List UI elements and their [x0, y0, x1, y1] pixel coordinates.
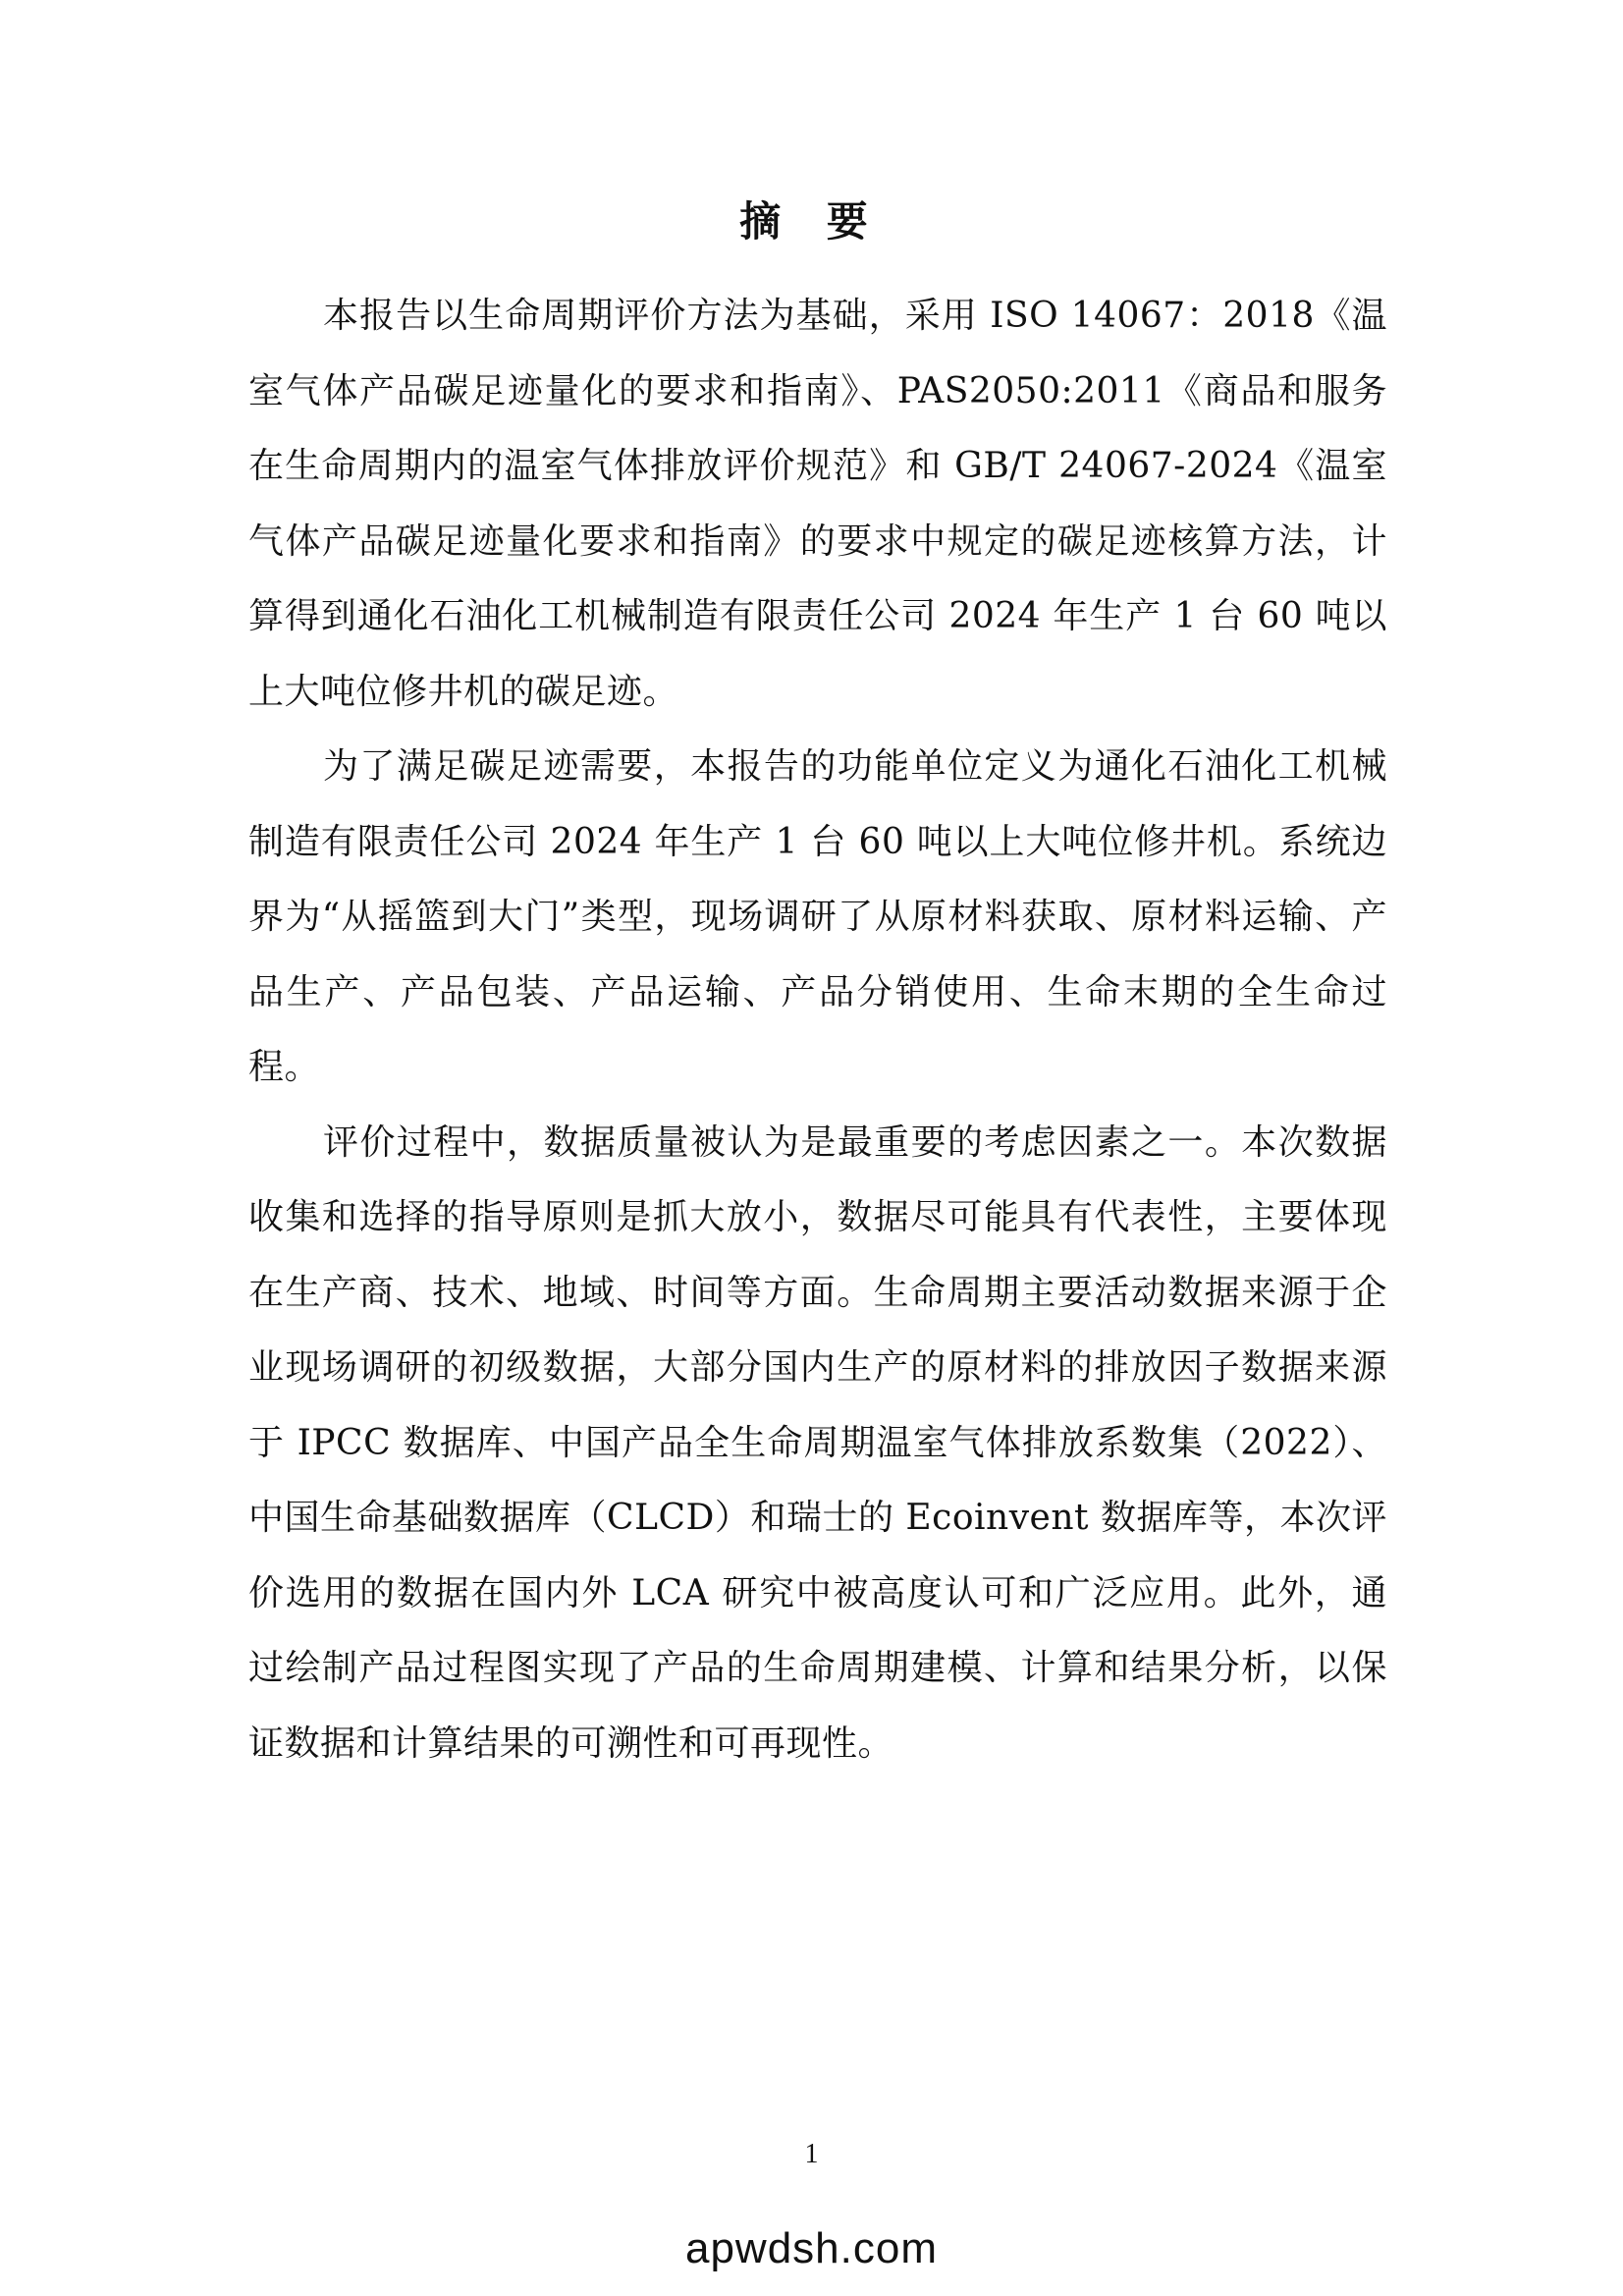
abstract-paragraph-2: 为了满足碳足迹需要，本报告的功能单位定义为通化石油化工机械制造有限责任公司 2024 年生产 1 台 60 吨以上大吨位修井机。系统边界为“从摇篮到大门”类型，现场调研了从原材料获取、原材料运输、产品生产、产品包装、产品运输、产品分销使用、生命末期的全生命过程。 [248, 746, 1387, 1087]
abstract-body [248, 279, 1387, 1781]
page-title: 摘 要 [739, 197, 884, 246]
abstract-paragraph-3: 评价过程中，数据质量被认为是最重要的考虑因素之一。本次数据收集和选择的指导原则是抓大放小，数据尽可能具有代表性，主要体现在生产商、技术、地域、时间等方面。生命周期主要活动数据来源于企业现场调研的初级数据，大部分国内生产的原材料的排放因子数据来源于 IPCC 数据库、中国产品全生命周期温室气体排放系数集（2022）、中国生命基础数据库（CLCD）和瑞士的 Ecoinvent 数据库等，本次评价选用的数据在国内外 LCA 研究中被高度认可和广泛应用。此外，通过绘制产品过程图实现了产品的生命周期建模、计算和结果分析，以保证数据和计算结果的可溯性和可再现性。 [248, 1121, 1387, 1764]
abstract-paragraph-1: 本报告以生命周期评价方法为基础，采用 ISO 14067：2018《温室气体产品碳足迹量化的要求和指南》、PAS2050:2011《商品和服务在生命周期内的温室气体排放评价规范》和 GB/T 24067-2024《温室气体产品碳足迹量化要求和指南》的要求中规定的碳足迹核算方法，计算得到通化石油化工机械制造有限责任公司 2024 年生产 1 台 60 吨以上大吨位修井机的碳足迹。 [248, 296, 1387, 712]
page-number: 1 [804, 2139, 819, 2169]
watermark-text: apwdsh.com [684, 2224, 938, 2272]
